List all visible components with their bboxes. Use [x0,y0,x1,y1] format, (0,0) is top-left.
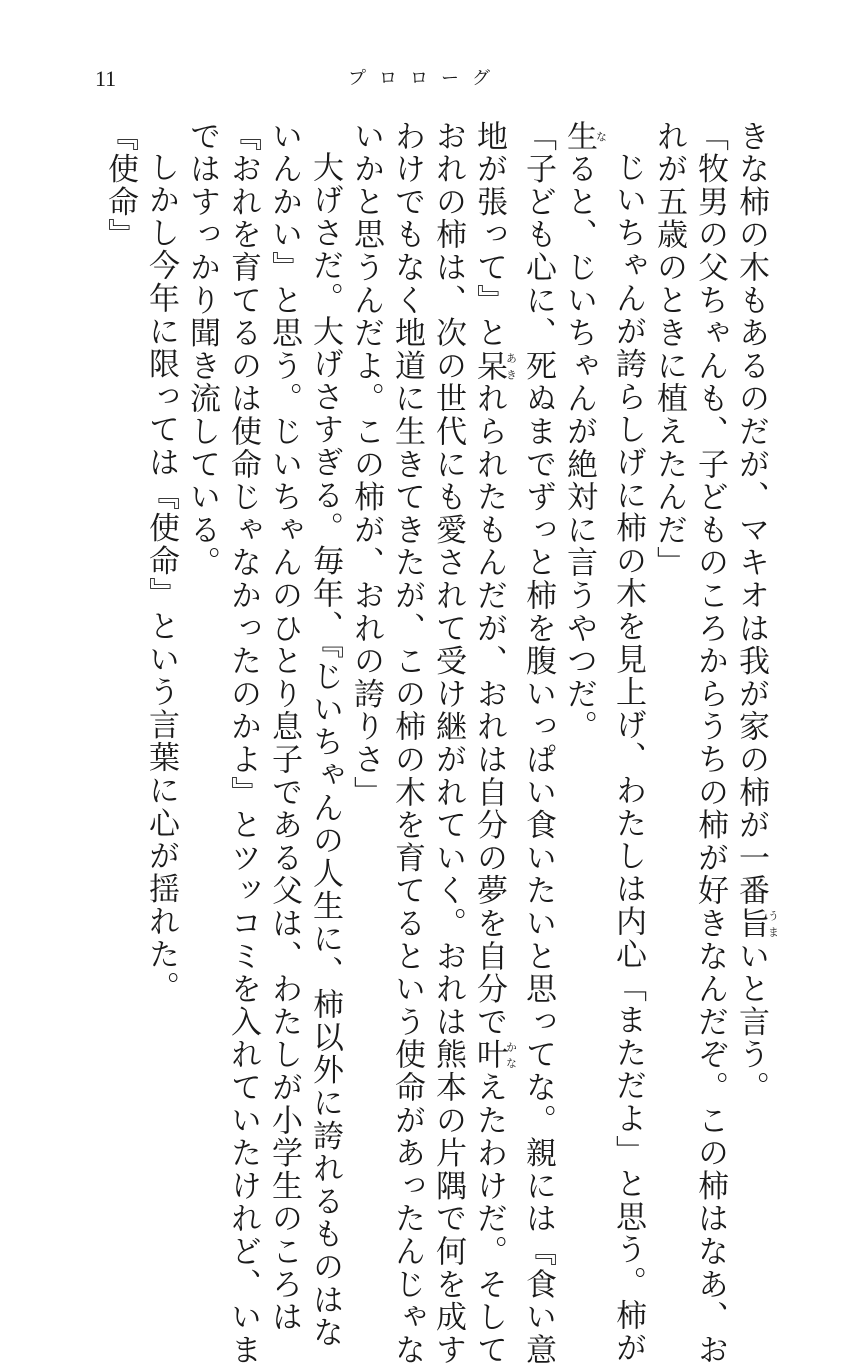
text-line-11: 大げさだ。大げさすぎる。毎年、『じいちゃんの人生に、柿以外に誇れるものはな [307,151,343,1350]
page-number: 11 [95,66,117,91]
text-line-9: わけでもなく地道に生きてきたが、この柿の木を育てるという使命があったんじゃな [389,120,425,1366]
running-title: プロローグ [348,68,503,89]
text-line-16: 『使命』 [102,120,138,252]
ruby-uma: 旨うま [733,907,780,941]
ruby-kana: 叶かな [471,1038,518,1072]
text-line-8: おれの柿は、次の世代にも愛されて受け継がれていく。おれは熊本の片隅で何を成す [430,120,466,1366]
text-line-14: ではすっかり聞き流している。 [184,120,220,580]
text-line-3: れが五歳のときに植えたんだ」 [651,120,687,580]
ruby-aki: 呆あき [471,349,518,383]
ruby-na: 生な [561,120,608,153]
text-line-13: 『おれを育てるのは使命じゃなかったのかよ』とツッコミを入れていたけれど、いま [225,120,261,1366]
text-line-1: きな柿の木もあるのだが、マキオは我が家の柿が一番旨うまいと言う。 [733,120,780,1105]
text-line-10: いかと思うんだよ。この柿が、おれの誇りさ」 [348,120,384,809]
text-line-15: しかし今年に限っては『使命』という言葉に心が揺れた。 [143,151,179,1004]
text-line-2: 「牧男の父ちゃんも、子どものころからうちの柿が好きなんだぞ。この柿はなあ、お [692,120,728,1366]
body-text [89,120,780,1366]
text-line-7: 地が張って』と呆あきれられたもんだが、おれは自分の夢を自分で叶かなえたわけだ。そして [471,120,518,1366]
text-line-5: 生なると、じいちゃんが絶対に言うやつだ。 [561,120,608,744]
text-line-6: 「子ども心に、死ぬまでずっと柿を腹いっぱい食いたいと思ってな。親には『食い意 [520,120,556,1366]
text-line-4: じいちゃんが誇らしげに柿の木を見上げ、わたしは内心「まただよ」と思う。柿が [610,151,646,1365]
text-line-12: いんかい』と思う。じいちゃんのひとり息子である父は、わたしが小学生のころは [266,120,302,1334]
